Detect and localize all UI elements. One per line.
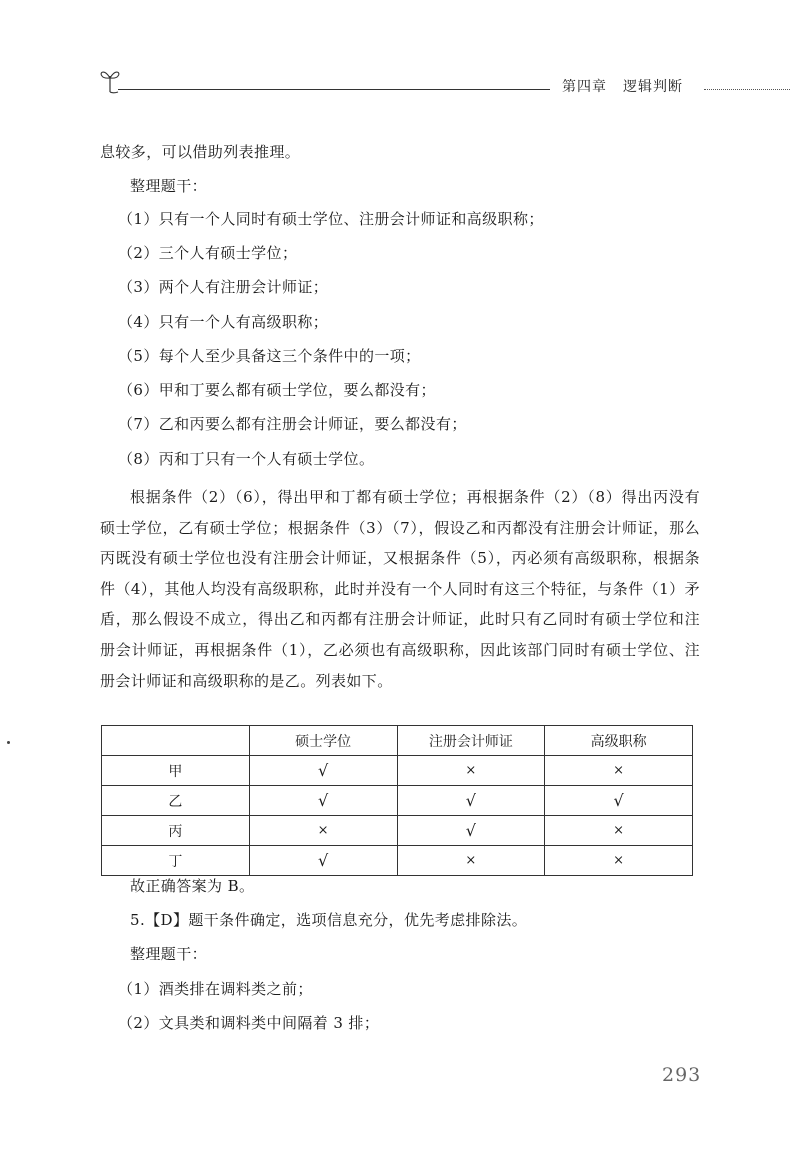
table-cell: 丙 (102, 816, 250, 846)
table-cell: × (397, 756, 545, 786)
table-cell: × (397, 846, 545, 876)
table-cell: √ (249, 756, 397, 786)
table-row (102, 846, 693, 876)
table-row (102, 756, 693, 786)
page-header (0, 56, 800, 96)
condition-2: （2）三个人有硕士学位； (118, 244, 298, 262)
table-cell: 丁 (102, 846, 250, 876)
table-header-row (102, 726, 693, 756)
condition-d2: （2）文具类和调料类中间隔着 3 排； (118, 1014, 380, 1032)
table-header-cell (102, 726, 250, 756)
table-row (102, 816, 693, 846)
table-row (102, 786, 693, 816)
condition-6: （6）甲和丁要么都有硕士学位，要么都没有； (118, 381, 436, 399)
table-cell: × (545, 756, 693, 786)
table-cell: × (545, 846, 693, 876)
table-header-cell: 高级职称 (545, 726, 693, 756)
table-header-cell: 硕士学位 (249, 726, 397, 756)
page-number: 293 (662, 1064, 702, 1086)
table-cell: 乙 (102, 786, 250, 816)
condition-4: （4）只有一个人有高级职称； (118, 313, 329, 331)
header-dotted-rule (704, 89, 790, 90)
question-5-line: 5.【D】题干条件确定，选项信息充分，优先考虑排除法。 (130, 911, 528, 929)
table-header-cell: 注册会计师证 (397, 726, 545, 756)
summary-table (101, 725, 693, 876)
organize-heading: 整理题干： (130, 177, 208, 195)
condition-3: （3）两个人有注册会计师证； (118, 278, 329, 296)
table-cell: √ (249, 846, 397, 876)
table-cell: × (545, 816, 693, 846)
table-cell: 甲 (102, 756, 250, 786)
condition-d1: （1）酒类排在调料类之前； (118, 980, 313, 998)
chapter-number: 第四章 (562, 79, 607, 95)
reasoning-paragraph: 根据条件（2）（6），得出甲和丁都有硕士学位；再根据条件（2）（8）得出丙没有硕士学位，乙有硕士学位；根据条件（3）（7），假设乙和丙都没有注册会计师证，那么丙既没有硕士学位也没有注册会计师证，又根据条件（5），丙必须有高级职称，根据条件（4），其他人均没有高级职称，此时并没有一个人同时有这三个特征，与条件（1）矛盾，那么假设不成立，得出乙和丙都有注册会计师证，此时只有乙同时有硕士学位和注册会计师证，再根据条件（1），乙必须也有高级职称，因此该部门同时有硕士学位、注册会计师证和高级职称的是乙。列表如下。 (100, 488, 700, 690)
table-cell: √ (545, 786, 693, 816)
intro-line: 息较多，可以借助列表推理。 (100, 143, 301, 161)
condition-5: （5）每个人至少具备这三个条件中的一项； (118, 347, 421, 365)
header-rule (118, 89, 550, 90)
answer-line: 故正确答案为 B。 (130, 877, 255, 895)
chapter-heading (562, 76, 683, 96)
table-cell: √ (397, 816, 545, 846)
scan-speck (7, 741, 10, 744)
chapter-title: 逻辑判断 (623, 79, 683, 95)
table-cell: √ (249, 786, 397, 816)
table-cell: √ (397, 786, 545, 816)
condition-1: （1）只有一个人同时有硕士学位、注册会计师证和高级职称； (118, 210, 544, 228)
condition-8: （8）丙和丁只有一个人有硕士学位。 (118, 450, 375, 468)
table-cell: × (249, 816, 397, 846)
organize-heading-2: 整理题干： (130, 945, 208, 963)
condition-7: （7）乙和丙要么都有注册会计师证，要么都没有； (118, 415, 467, 433)
